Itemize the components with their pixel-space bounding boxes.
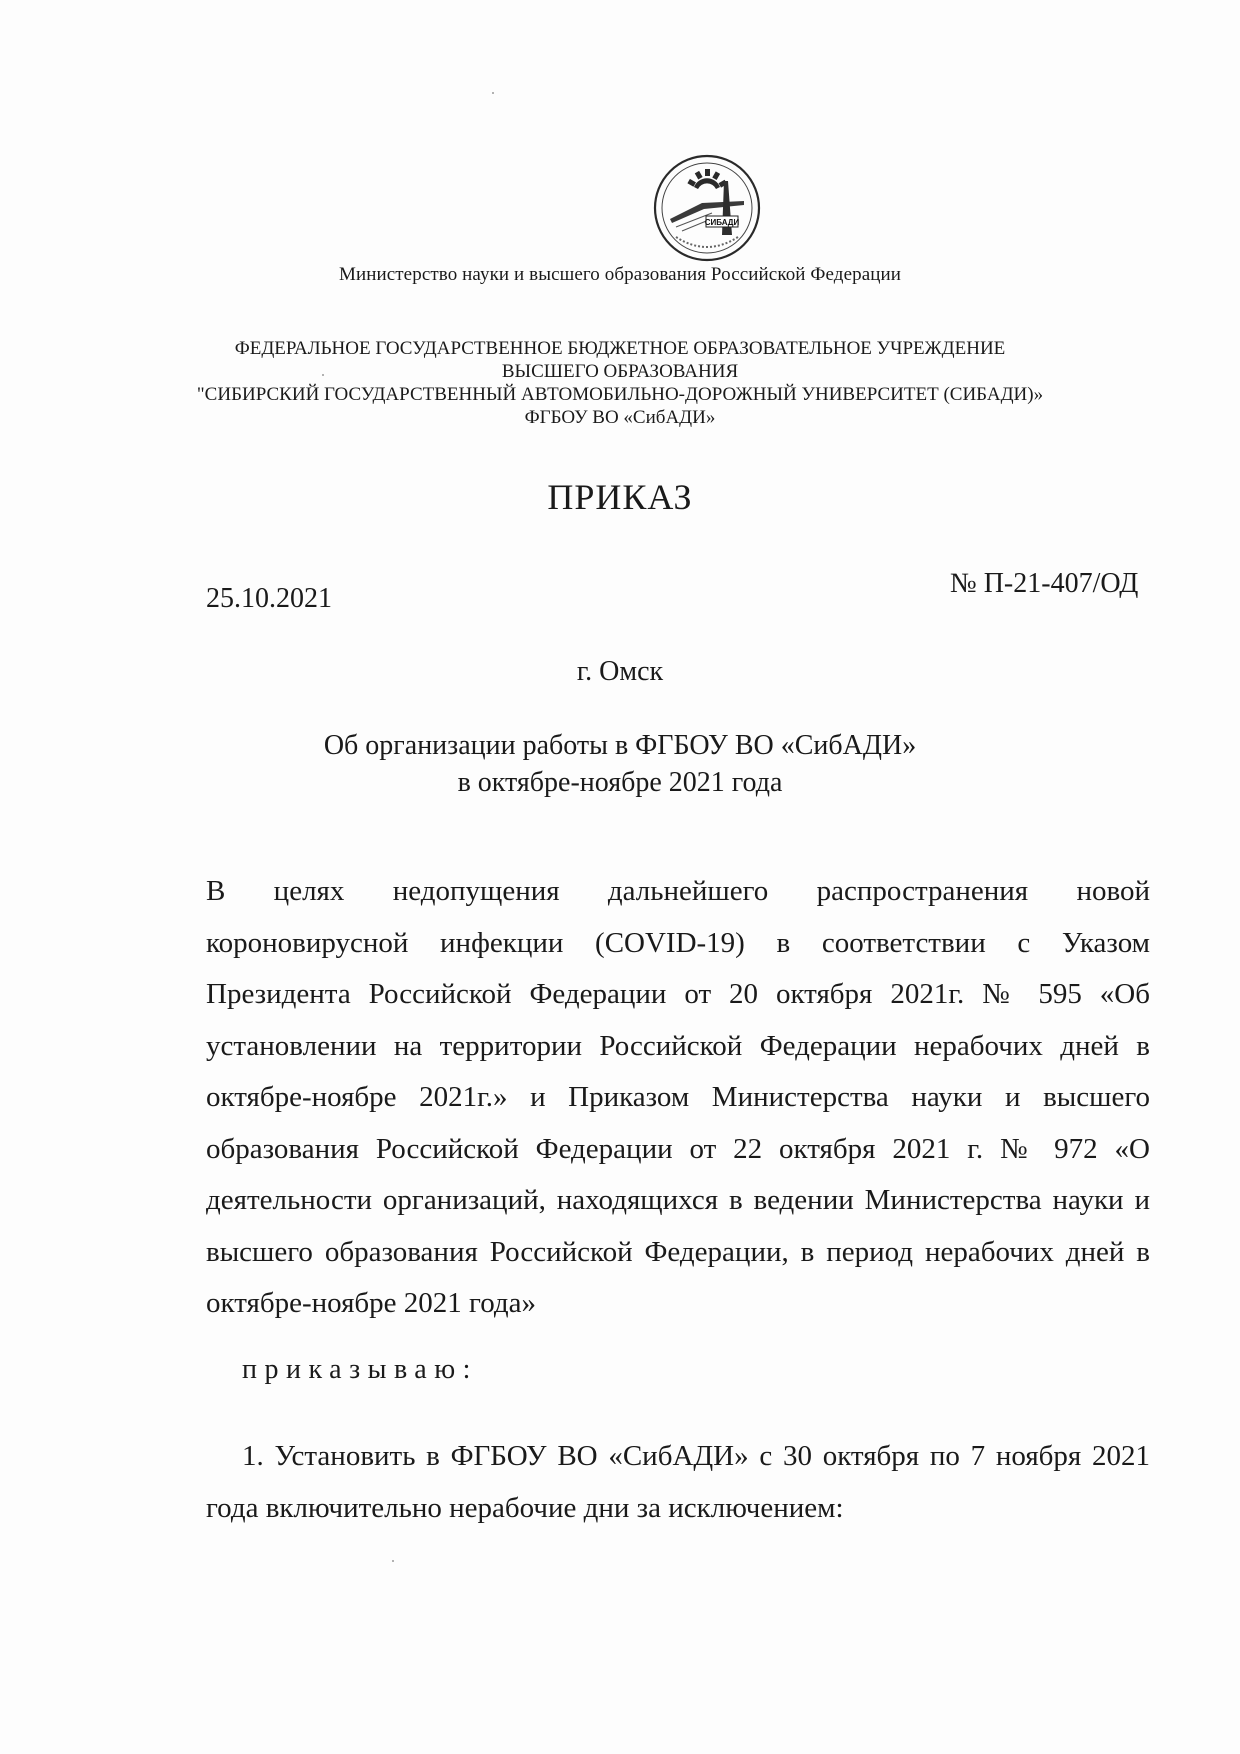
- document-subject: [0, 727, 1240, 801]
- institution-line: ВЫСШЕГО ОБРАЗОВАНИЯ: [501, 361, 739, 382]
- sibadi-emblem-icon: [652, 153, 762, 263]
- document-city: г. Омск: [576, 656, 664, 687]
- subject-line: в октябре-ноябре 2021 года: [457, 767, 783, 798]
- institution-line: ФГБОУ ВО «СибАДИ»: [524, 407, 716, 428]
- emblem-text: СИБАДИ: [704, 218, 740, 227]
- ministry-name: Министерство науки и высшего образования Российской Федерации: [338, 264, 902, 285]
- subject-line: Об организации работы в ФГБОУ ВО «СибАДИ»: [323, 730, 917, 761]
- document-date: 25.10.2021: [206, 583, 332, 614]
- scan-speck: [392, 1560, 394, 1562]
- institution-name-block: [0, 337, 1240, 429]
- university-emblem: [652, 153, 762, 263]
- institution-line: "СИБИРСКИЙ ГОСУДАРСТВЕННЫЙ АВТОМОБИЛЬНО-ДОРОЖНЫЙ УНИВЕРСИТЕТ (СИБАДИ)»: [196, 384, 1044, 405]
- scan-speck: [492, 92, 494, 94]
- document-type-title: ПРИКАЗ: [547, 477, 693, 517]
- order-item: 1. Установить в ФГБОУ ВО «СибАДИ» с 30 октября по 7 ноября 2021 года включительно нерабочие дни за исключением:: [206, 1440, 1150, 1524]
- document-number: № П-21-407/ОД: [950, 568, 1139, 599]
- institution-line: ФЕДЕРАЛЬНОЕ ГОСУДАРСТВЕННОЕ БЮДЖЕТНОЕ ОБРАЗОВАТЕЛЬНОЕ УЧРЕЖДЕНИЕ: [234, 338, 1006, 359]
- preamble-paragraph: В целях недопущения дальнейшего распространения новой короновирусной инфекции (COVID-19) в соответствии с Указом Президента Российской Федерации от 20 октября 2021г. № 595 «Об установлении на территории Российской Федерации нерабочих дней в октябре-ноябре 2021г.» и Приказом Министерства науки и высшего образования Российской Федерации от 22 октября 2021 г. № 972 «О деятельности организаций, находящихся в ведении Министерства науки и высшего образования Российской Федерации, в период нерабочих дней в октябре-ноябре 2021 года»: [206, 875, 1150, 1319]
- order-directive: приказываю:: [242, 1354, 478, 1385]
